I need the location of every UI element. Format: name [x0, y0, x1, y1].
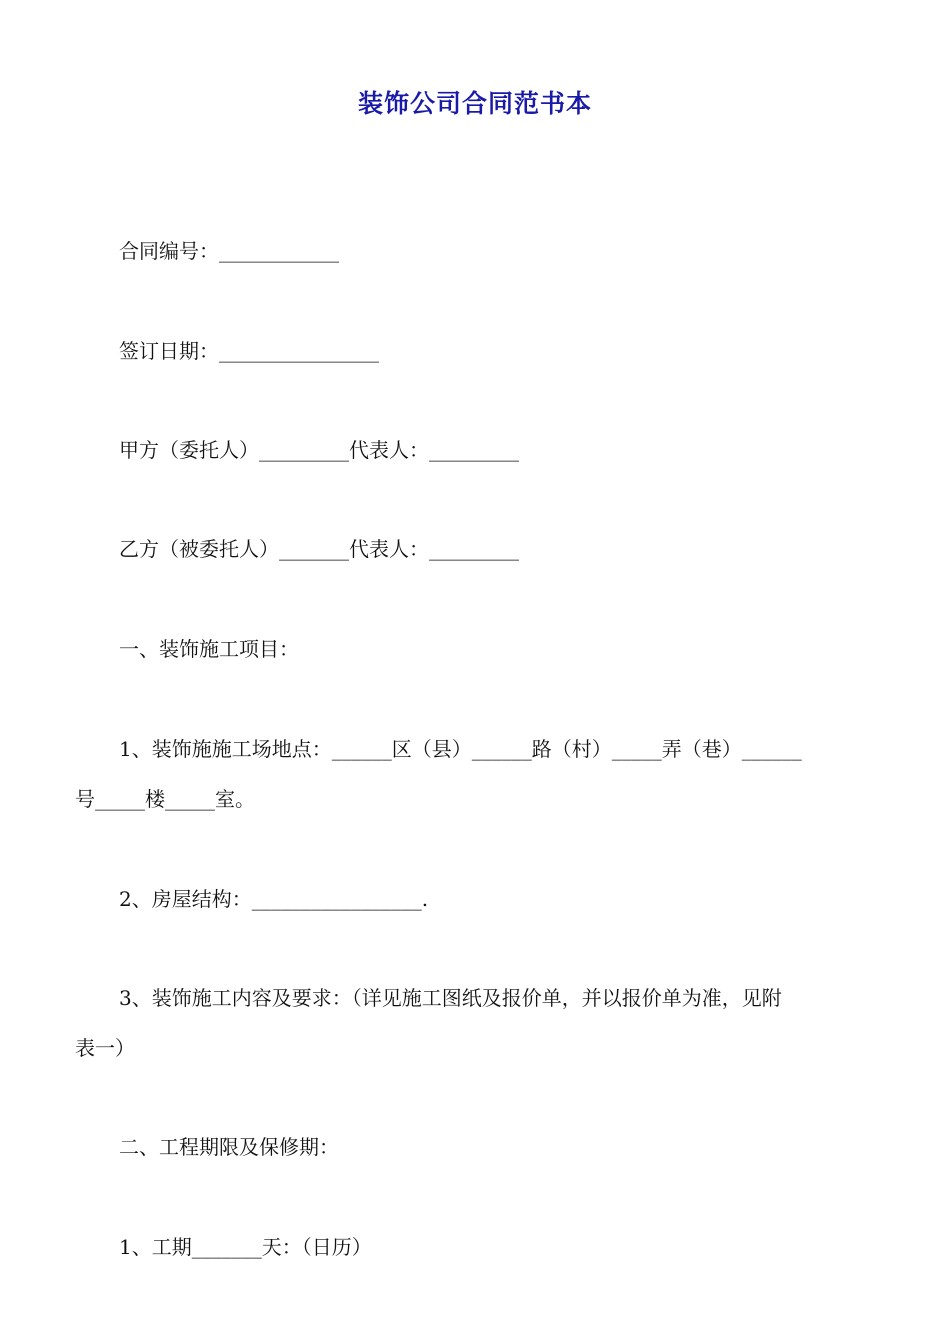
party-b-line: 乙方（被委托人）_______代表人：_________ — [119, 537, 519, 561]
clause-1-1-continued: 号_____楼_____室。 — [75, 787, 255, 811]
clause-1-2: 2、房屋结构：_________________. — [119, 887, 429, 911]
party-a-line: 甲方（委托人）_________代表人：_________ — [119, 438, 519, 462]
signing-date-line: 签订日期：________________ — [119, 339, 379, 363]
section-heading-1: 一、装饰施工项目： — [119, 637, 299, 661]
clause-1-3-continued: 表一） — [75, 1036, 135, 1060]
clause-2-1: 1、工期_______天：（日历） — [119, 1235, 372, 1259]
clause-1-3: 3、装饰施工内容及要求：（详见施工图纸及报价单，并以报价单为准，见附 — [119, 986, 782, 1010]
document-title: 装饰公司合同范书本 — [357, 89, 592, 118]
section-heading-2: 二、工程期限及保修期： — [119, 1135, 339, 1159]
contract-number-line: 合同编号：____________ — [119, 239, 339, 263]
clause-1-1: 1、装饰施施工场地点：______区（县）______路（村）_____弄（巷）______ — [119, 737, 802, 761]
